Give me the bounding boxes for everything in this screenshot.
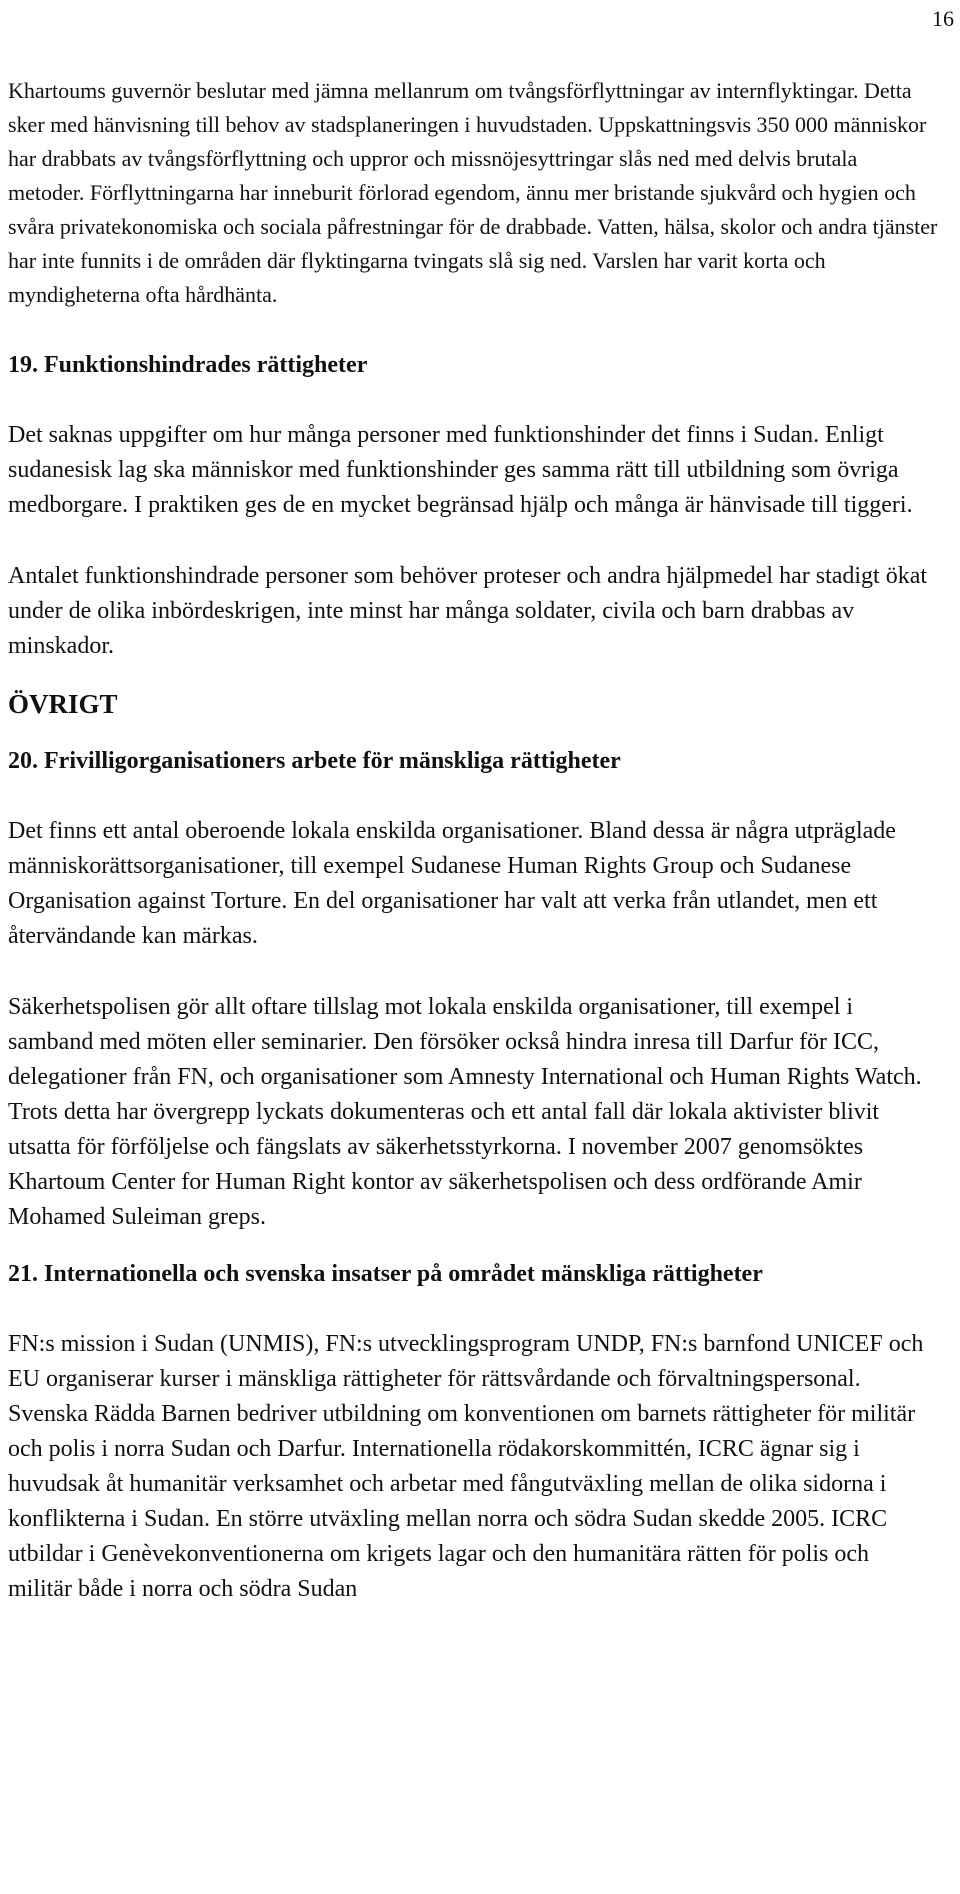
heading-21: 21. Internationella och svenska insatser på området mänskliga rättigheter	[8, 1261, 763, 1287]
paragraph-security-police: Säkerhetspolisen gör allt oftare tillslag mot lokala enskilda organisationer, till exempel i samband med möten eller seminarier. Den försöker också hindra inresa till Darfur för ICC, delegationer från FN, och organisationer som Amnesty International och Human Rights Watch. Trots detta har övergrepp lyckats dokumenteras och ett antal fall där lokala aktivister blivit utsatta för förföljelse och fängslats av säkerhetsstyrkorna. I november 2007 genomsöktes Khartoum Center for Human Right kontor av säkerhetspolisen och dess ordförande Amir Mohamed Suleiman greps.	[8, 994, 922, 1230]
paragraph-local-organisations: Det finns ett antal oberoende lokala enskilda organisationer. Bland dessa är några utpräglade människorättsorganisationer, till exempel Sudanese Human Rights Group och Sudanese Organisation against Torture. En del organisationer har valt att verka från utlandet, men ett återvändande kan märkas.	[8, 818, 896, 949]
document-body	[8, 74, 938, 1607]
paragraph-international-efforts: FN:s mission i Sudan (UNMIS), FN:s utvecklingsprogram UNDP, FN:s barnfond UNICEF och EU organiserar kurser i mänskliga rättigheter för rättsvårdande och förvaltningspersonal. Svenska Rädda Barnen bedriver utbildning om konventionen om barnets rättigheter för militär och polis i norra Sudan och Darfur. Internationella rödakorskommittén, ICRC ägnar sig i huvudsak åt humanitär verksamhet och arbetar med fångutväxling mellan de olika sidorna i konflikterna i Sudan. En större utväxling mellan norra och södra Sudan skedde 2005. ICRC utbildar i Genèvekonventionerna om krigets lagar och den humanitära rätten för polis och militär både i norra och södra Sudan	[8, 1331, 924, 1602]
page-number: 16	[932, 6, 954, 31]
heading-19: 19. Funktionshindrades rättigheter	[8, 352, 368, 378]
paragraph-disability-rights: Det saknas uppgifter om hur många personer med funktionshinder det finns i Sudan. Enligt sudanesisk lag ska människor med funktionshinder ges samma rätt till utbildning som övriga medborgare. I praktiken ges de en mycket begränsad hjälp och många är hänvisade till tiggeri.	[8, 422, 913, 518]
heading-20: 20. Frivilligorganisationers arbete för mänskliga rättigheter	[8, 748, 621, 774]
paragraph-prosthetics: Antalet funktionshindrade personer som behöver proteser och andra hjälpmedel har stadigt ökat under de olika inbördeskrigen, inte minst har många soldater, civila och barn drabbas av minskador.	[8, 563, 928, 659]
paragraph-forced-relocations: Khartoums guvernör beslutar med jämna mellanrum om tvångsförflyttningar av internflyktingar. Detta sker med hänvisning till behov av stadsplaneringen i huvudstaden. Uppskattningsvis 350 000 människor har drabbats av tvångsförflyttning och uppror och missnöjesyttringar slås ned med delvis brutala metoder. Förflyttningarna har inneburit förlorad egendom, ännu mer bristande sjukvård och hygien och svåra privatekonomiska och sociala påfrestningar för de drabbade. Vatten, hälsa, skolor och andra tjänster har inte funnits i de områden där flyktingarna tvingats slå sig ned. Varslen har varit korta och myndigheterna ofta hårdhänta.	[8, 78, 938, 307]
section-ovrigt: ÖVRIGT	[8, 689, 118, 719]
